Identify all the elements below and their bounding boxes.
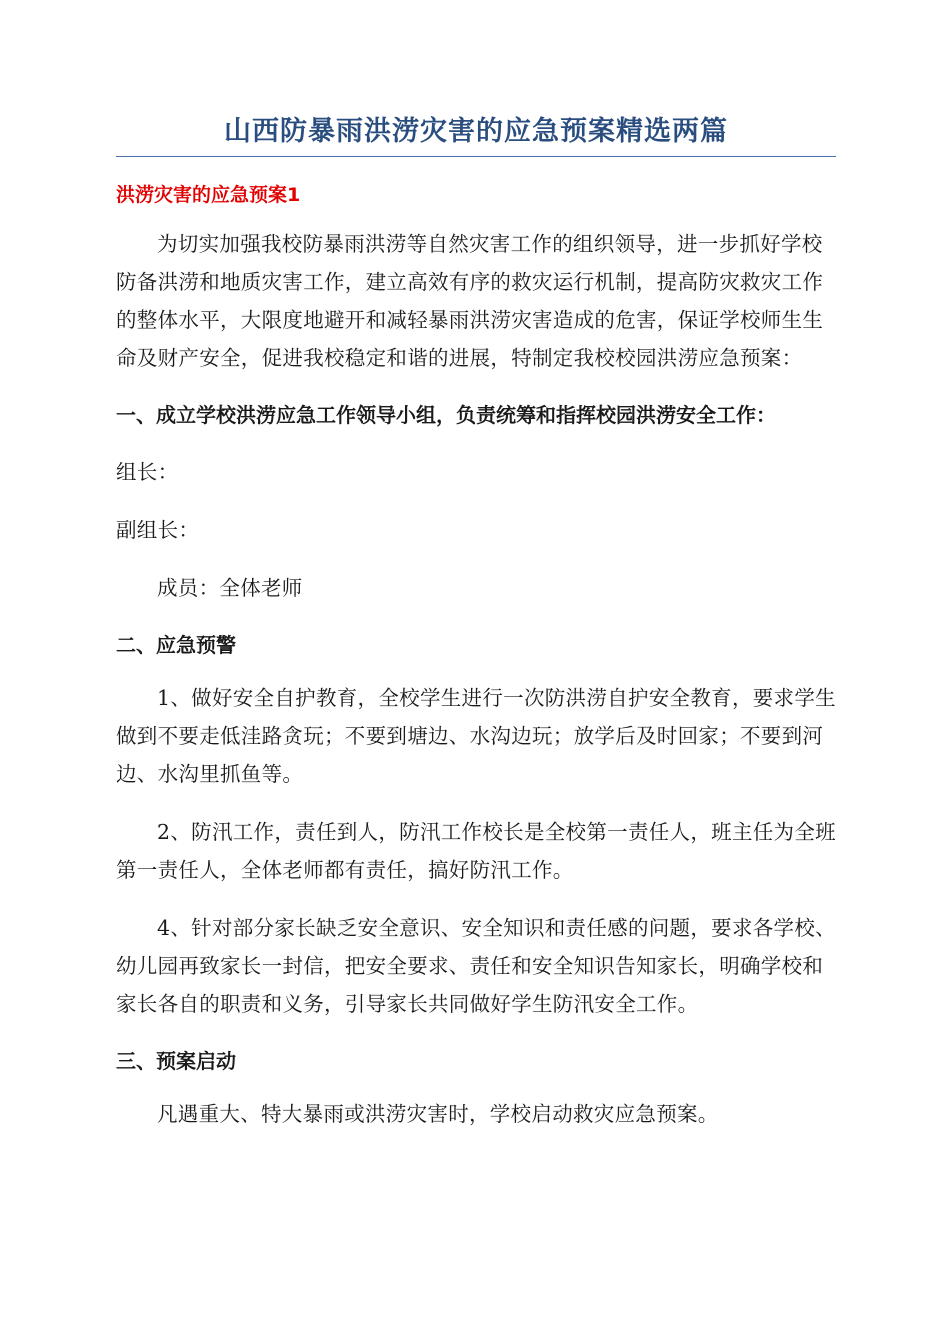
heading-leadership-group: 一、成立学校洪涝应急工作领导小组，负责统筹和指挥校园洪涝安全工作： (116, 403, 776, 427)
document-title: 山西防暴雨洪涝灾害的应急预案精选两篇 (116, 112, 836, 157)
plan-launch-paragraph: 凡遇重大、特大暴雨或洪涝灾害时，学校启动救灾应急预案。 (157, 1102, 719, 1126)
warning-item-2: 2、防汛工作，责任到人，防汛工作校长是全校第一责任人，班主任为全班第一责任人，全体老师都有责任，搞好防汛工作。 (116, 820, 836, 882)
members-line: 成员：全体老师 (157, 576, 303, 600)
document-content (116, 112, 836, 1133)
leader-line: 组长： (116, 460, 179, 484)
warning-item-1: 1、做好安全自护教育，全校学生进行一次防洪涝自护安全教育，要求学生做到不要走低洼路贪玩；不要到塘边、水沟边玩；放学后及时回家；不要到河边、水沟里抓鱼等。 (116, 686, 836, 786)
deputy-leader-line: 副组长： (116, 518, 200, 542)
warning-item-4: 4、针对部分家长缺乏安全意识、安全知识和责任感的问题，要求各学校、幼儿园再致家长一封信，把安全要求、责任和安全知识告知家长，明确学校和家长各自的职责和义务，引导家长共同做好学生防汛安全工作。 (116, 916, 836, 1016)
intro-paragraph: 为切实加强我校防暴雨洪涝等自然灾害工作的组织领导，进一步抓好学校防备洪涝和地质灾害工作，建立高效有序的救灾运行机制，提高防灾救灾工作的整体水平，大限度地避开和减轻暴雨洪涝灾害造成的危害，保证学校师生生命及财产安全，促进我校稳定和谐的进展，特制定我校校园洪涝应急预案： (116, 232, 824, 370)
heading-plan-launch: 三、预案启动 (116, 1049, 236, 1073)
heading-emergency-warning: 二、应急预警 (116, 633, 236, 657)
section-title: 洪涝灾害的应急预案1 (116, 184, 301, 206)
